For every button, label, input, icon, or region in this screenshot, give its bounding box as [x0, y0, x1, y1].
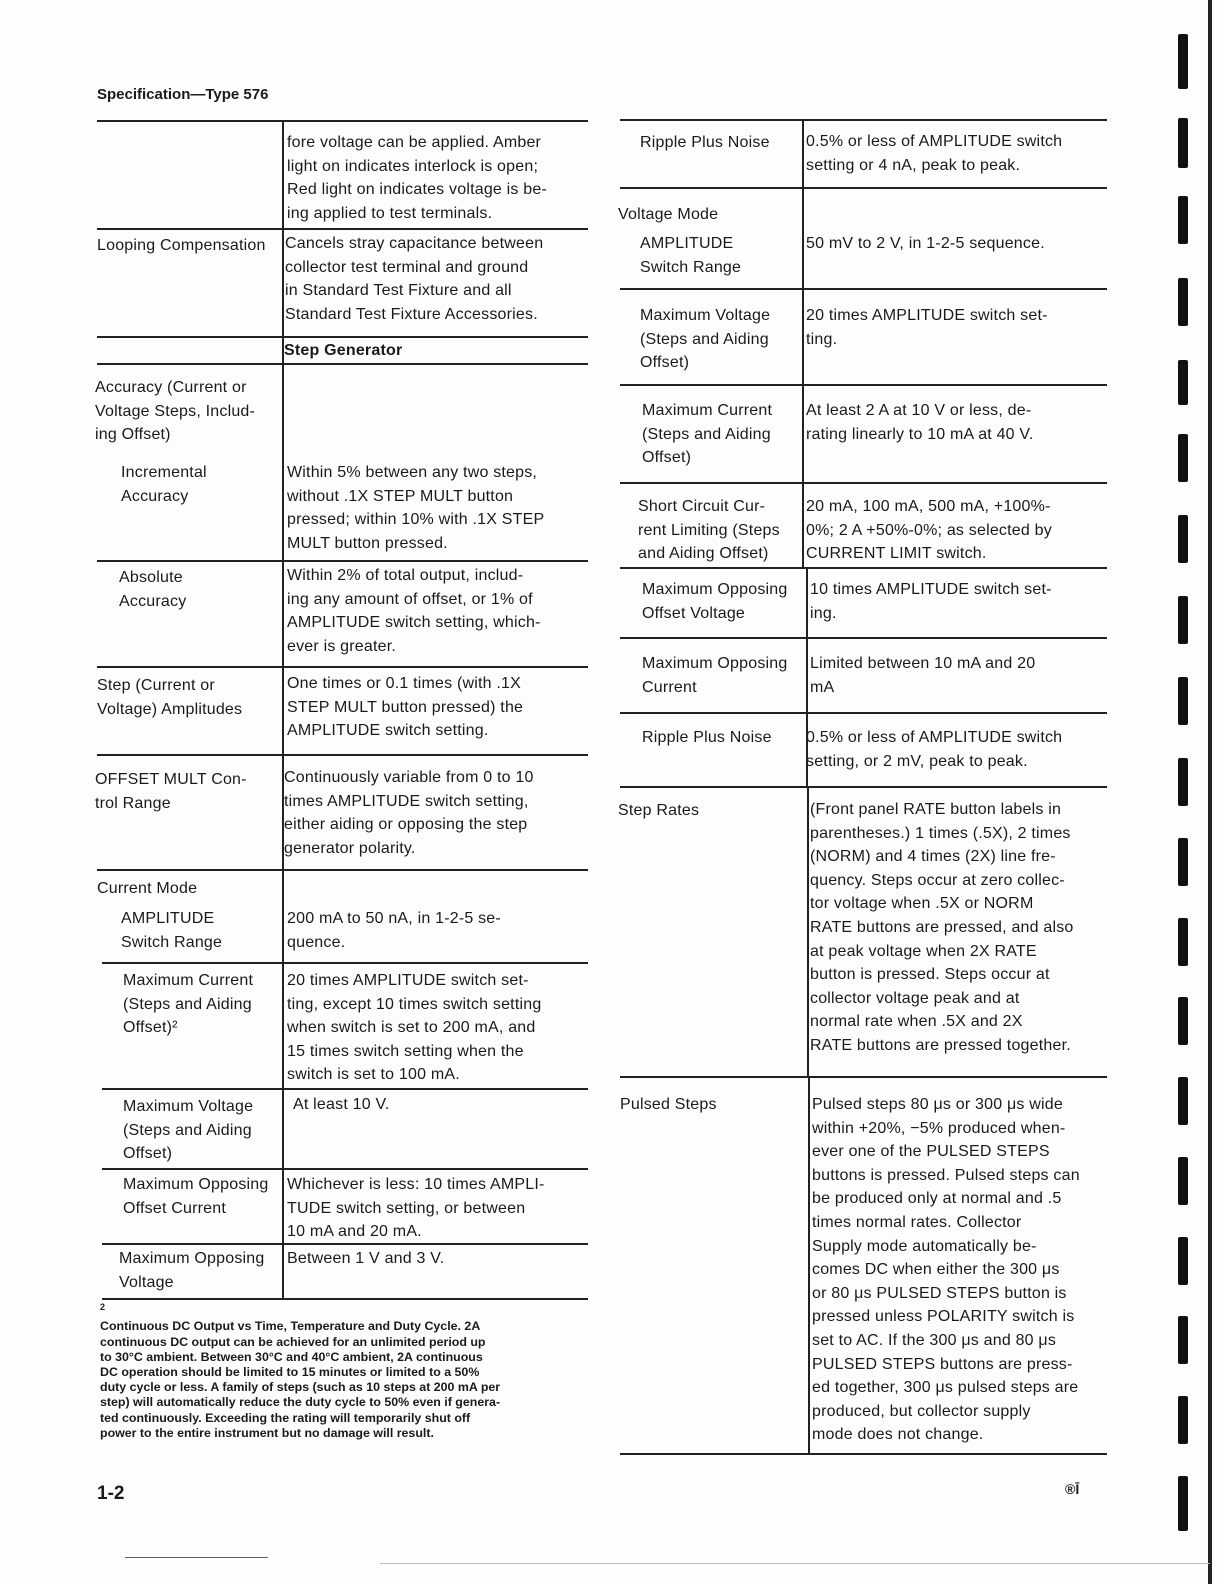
table-row	[620, 786, 1107, 1076]
text-line: be produced only at normal and .5	[812, 1190, 1062, 1208]
text-line: 0%; 2 A +50%-0%; as selected by	[806, 521, 1052, 539]
table-row	[102, 1088, 588, 1168]
binding-mark	[1178, 677, 1188, 725]
text-line: Supply mode automatically be-	[812, 1237, 1037, 1255]
text-line: One times or 0.1 times (with .1X	[287, 675, 522, 692]
max-opp-current-text	[810, 652, 1035, 699]
text-line: At least 2 A at 10 V or less, de-	[806, 402, 1032, 419]
ripple1-text	[806, 130, 1062, 177]
short-circuit-label	[638, 495, 780, 566]
binding-mark	[1178, 1316, 1188, 1364]
text-line: Switch Range	[640, 258, 742, 276]
text-line: ed together, 300 μs pulsed steps are	[812, 1379, 1079, 1397]
text-line: Pulsed steps 80 μs or 300 μs wide	[812, 1096, 1063, 1113]
text-line: trol Range	[95, 794, 171, 812]
text-line: produced, but collector supply	[812, 1402, 1031, 1420]
text-line: 10 mA and 20 mA.	[287, 1223, 422, 1241]
section-title: Step Generator	[284, 342, 403, 359]
table-row	[97, 560, 588, 666]
text-line: TUDE switch setting, or between	[287, 1199, 526, 1217]
text-line: Incremental	[121, 464, 207, 481]
text-line: Accuracy (Current or	[95, 379, 247, 396]
footnote-marker: 2	[100, 1302, 106, 1312]
section-row	[97, 336, 588, 363]
binding-mark	[1178, 1396, 1188, 1444]
text-line: 20 mA, 100 mA, 500 mA, +100%-	[806, 498, 1051, 515]
max-opp-voltage-text	[287, 1247, 444, 1271]
ripple2-label: Ripple Plus Noise	[642, 729, 772, 746]
text-line: button is pressed. Steps occur at	[810, 966, 1050, 984]
text-line: 10 times AMPLITUDE switch set-	[810, 581, 1052, 598]
text-line: Maximum Current	[642, 402, 773, 419]
left-spec-table	[97, 120, 588, 1300]
table-row	[97, 869, 588, 962]
voltage-mode-label: Voltage Mode	[618, 206, 719, 223]
text-line: ing Offset)	[95, 426, 171, 444]
text-line: STEP MULT button pressed) the	[287, 698, 524, 716]
text-line: AMPLITUDE	[121, 910, 215, 927]
cont-text	[287, 131, 547, 225]
table-row	[620, 482, 1107, 567]
text-line: continuous DC output can be achieved for an unlimited period up	[100, 1334, 486, 1349]
text-line: buttons is pressed. Pulsed steps can	[812, 1166, 1080, 1184]
text-line: ever is greater.	[287, 637, 397, 655]
offset-text	[284, 766, 534, 860]
text-line: setting, or 2 mV, peak to peak.	[806, 752, 1028, 770]
table-row	[97, 666, 588, 754]
table-row	[620, 567, 1107, 637]
v-amp-range-text	[806, 232, 1045, 256]
table-row	[620, 1076, 1107, 1455]
text-line: ting.	[806, 330, 838, 348]
short-circuit-text	[806, 495, 1052, 566]
text-line: rating linearly to 10 mA at 40 V.	[806, 425, 1034, 443]
text-line: mode does not change.	[812, 1426, 984, 1444]
max-opp-offset-current-text	[287, 1173, 545, 1244]
binding-mark	[1178, 997, 1188, 1045]
text-line: (Steps and Aiding	[123, 995, 252, 1013]
text-line: AMPLITUDE switch setting.	[287, 722, 489, 740]
text-line: or 80 μs PULSED STEPS button is	[812, 1284, 1067, 1302]
text-line: ing any amount of offset, or 1% of	[287, 590, 533, 608]
offset-label	[95, 768, 247, 815]
current-mode-label: Current Mode	[97, 880, 198, 897]
looping-label: Looping Compensation	[97, 237, 266, 254]
binding-mark	[1178, 758, 1188, 806]
text-line: at peak voltage when 2X RATE	[810, 942, 1037, 960]
accuracy-label	[95, 376, 255, 447]
text-line: normal rate when .5X and 2X	[810, 1013, 1023, 1031]
incremental-text	[287, 461, 544, 555]
text-line: Voltage Steps, Includ-	[95, 402, 256, 420]
binding-mark	[1178, 838, 1188, 886]
max-opp-offset-voltage-text	[810, 578, 1052, 625]
text-line: Switch Range	[121, 933, 223, 951]
text-line: Standard Test Fixture Accessories.	[285, 305, 538, 323]
amp-range-label	[121, 907, 222, 954]
page-edge-line	[1208, 0, 1212, 1584]
text-line: without .1X STEP MULT button	[287, 487, 514, 505]
text-line: either aiding or opposing the step	[284, 816, 528, 834]
text-line: in Standard Test Fixture and all	[285, 282, 512, 300]
max-opp-current-label	[642, 652, 787, 699]
text-line: Voltage) Amplitudes	[97, 700, 243, 718]
text-line: times normal rates. Collector	[812, 1213, 1022, 1231]
step-text	[287, 672, 523, 743]
ripple1-label: Ripple Plus Noise	[640, 134, 770, 151]
max-current-label	[123, 969, 253, 1040]
text-line: 15 times switch setting when the	[287, 1042, 524, 1060]
absolute-text	[287, 564, 541, 658]
text-line: Within 2% of total output, includ-	[287, 567, 524, 584]
binding-mark	[1178, 596, 1188, 644]
binding-mark	[1178, 278, 1188, 326]
text-line: Maximum Current	[123, 972, 254, 989]
text-line: Whichever is less: 10 times AMPLI-	[287, 1176, 545, 1193]
text-line: light on indicates interlock is open;	[287, 157, 539, 175]
text-line: Step (Current or	[97, 677, 215, 694]
text-line: Current	[642, 678, 697, 696]
table-row	[620, 712, 1107, 786]
text-line: Accuracy	[119, 592, 187, 610]
binding-mark	[1178, 34, 1188, 89]
text-line: power to the entire instrument but no damage will result.	[100, 1425, 434, 1440]
text-line: AMPLITUDE	[640, 235, 734, 252]
text-line: and Aiding Offset)	[638, 545, 769, 563]
text-line: ing.	[810, 604, 837, 622]
text-line: At least 10 V.	[293, 1096, 390, 1113]
text-line: when switch is set to 200 mA, and	[287, 1019, 536, 1037]
v-max-current-label	[642, 399, 772, 470]
text-line: Cancels stray capacitance between	[285, 235, 544, 252]
binding-mark	[1178, 918, 1188, 966]
max-opp-offset-current-label	[123, 1173, 268, 1220]
v-max-voltage-text	[806, 304, 1048, 351]
text-line: 20 times AMPLITUDE switch set-	[806, 307, 1048, 324]
scan-artifact-line	[380, 1563, 1210, 1564]
text-line: Short Circuit Cur-	[638, 498, 766, 515]
incremental-label	[121, 461, 207, 508]
text-line: parentheses.) 1 times (.5X), 2 times	[810, 824, 1071, 842]
text-line: PULSED STEPS buttons are press-	[812, 1355, 1073, 1373]
text-line: Offset)	[640, 354, 690, 372]
text-line: ing applied to test terminals.	[287, 204, 493, 222]
text-line: rent Limiting (Steps	[638, 521, 780, 539]
table-row	[97, 228, 588, 336]
max-opp-offset-voltage-label	[642, 578, 787, 625]
text-line: 20 times AMPLITUDE switch set-	[287, 972, 529, 989]
tektronix-logo: ®Ī	[1065, 1481, 1080, 1497]
v-max-current-text	[806, 399, 1033, 446]
binding-mark	[1178, 1077, 1188, 1125]
text-line: MULT button pressed.	[287, 534, 448, 552]
text-line: Maximum Opposing	[642, 655, 788, 672]
text-line: collector test terminal and ground	[285, 258, 529, 276]
text-line: Offset)	[123, 1145, 173, 1163]
table-row	[97, 120, 588, 228]
text-line: DC operation should be limited to 15 minutes or limited to a 50%	[100, 1364, 480, 1379]
table-row	[620, 119, 1107, 187]
text-line: (Front panel RATE button labels in	[810, 801, 1062, 818]
table-row	[102, 1168, 588, 1243]
step-rates-label: Step Rates	[618, 802, 700, 819]
step-rates-text	[810, 798, 1074, 1058]
text-line: Continuously variable from 0 to 10	[284, 769, 534, 786]
binding-mark	[1178, 118, 1188, 168]
text-line: Maximum Voltage	[640, 307, 771, 324]
text-line: Offset Voltage	[642, 604, 746, 622]
text-line: Maximum Voltage	[123, 1098, 254, 1115]
text-line: pressed unless POLARITY switch is	[812, 1308, 1075, 1326]
table-row	[620, 384, 1107, 482]
max-voltage-text	[293, 1093, 390, 1117]
text-line: (Steps and Aiding	[123, 1121, 252, 1139]
text-line: within +20%, −5% produced when-	[812, 1119, 1066, 1137]
text-line: times AMPLITUDE switch setting,	[284, 792, 529, 810]
page-header-title: Specification—Type 576	[97, 86, 269, 103]
page-number: 1-2	[97, 1483, 125, 1504]
table-row	[620, 288, 1107, 384]
text-line: 50 mV to 2 V, in 1-2-5 sequence.	[806, 235, 1045, 252]
footnote-text	[100, 1319, 578, 1441]
text-line: step) will automatically reduce the duty cycle to 50% even if genera-	[100, 1395, 501, 1410]
text-line: quence.	[287, 933, 346, 951]
text-line: RATE buttons are pressed together.	[810, 1036, 1071, 1054]
text-line: Continuous DC Output vs Time, Temperature and Duty Cycle. 2A	[100, 1319, 481, 1334]
amp-range-text	[287, 907, 501, 954]
text-line: to 30°C ambient. Between 30°C and 40°C ambient, 2A continuous	[100, 1349, 483, 1364]
text-line: Absolute	[119, 569, 183, 586]
step-label	[97, 674, 242, 721]
table-row	[97, 363, 588, 560]
ripple2-text	[806, 726, 1062, 773]
scan-artifact-line	[125, 1557, 268, 1558]
max-opp-voltage-label	[119, 1247, 264, 1294]
text-line: 200 mA to 50 nA, in 1-2-5 se-	[287, 910, 501, 927]
v-max-voltage-label	[640, 304, 770, 375]
text-line: setting or 4 nA, peak to peak.	[806, 156, 1021, 174]
text-line: Limited between 10 mA and 20	[810, 655, 1036, 672]
binding-mark	[1178, 1476, 1188, 1531]
text-line: (Steps and Aiding	[642, 425, 771, 443]
text-line: ever one of the PULSED STEPS	[812, 1143, 1050, 1161]
text-line: fore voltage can be applied. Amber	[287, 134, 542, 151]
text-line: 0.5% or less of AMPLITUDE switch	[806, 133, 1063, 150]
text-line: Maximum Opposing	[123, 1176, 269, 1193]
table-row	[102, 962, 588, 1088]
text-line: Offset Current	[123, 1199, 226, 1217]
text-line: pressed; within 10% with .1X STEP	[287, 511, 545, 529]
max-current-text	[287, 969, 541, 1087]
text-line: CURRENT LIMIT switch.	[806, 545, 987, 563]
text-line: OFFSET MULT Con-	[95, 771, 247, 788]
absolute-label	[119, 566, 186, 613]
text-line: Red light on indicates voltage is be-	[287, 181, 547, 199]
text-line: generator polarity.	[284, 839, 416, 857]
text-line: Offset)	[642, 449, 692, 467]
text-line: duty cycle or less. A family of steps (such as 10 steps at 200 mA per	[100, 1380, 501, 1395]
binding-mark	[1178, 1237, 1188, 1285]
text-line: (NORM) and 4 times (2X) line fre-	[810, 848, 1056, 866]
text-line: Voltage	[119, 1273, 174, 1291]
footnote	[100, 1300, 578, 1441]
binding-mark	[1178, 515, 1188, 563]
text-line: ting, except 10 times switch setting	[287, 995, 542, 1013]
text-line: mA	[810, 678, 835, 696]
binding-mark	[1178, 196, 1188, 244]
text-line: (Steps and Aiding	[640, 330, 769, 348]
text-line: comes DC when either the 300 μs	[812, 1261, 1060, 1279]
text-line: Maximum Opposing	[119, 1250, 265, 1267]
binding-mark	[1178, 360, 1188, 405]
text-line: Between 1 V and 3 V.	[287, 1250, 445, 1267]
text-line: ted continuously. Exceeding the rating will temporarily shut off	[100, 1410, 471, 1425]
text-line: 0.5% or less of AMPLITUDE switch	[806, 729, 1063, 746]
binding-mark	[1178, 1157, 1188, 1205]
text-line: quency. Steps occur at zero collec-	[810, 871, 1065, 889]
right-spec-table	[620, 119, 1107, 1455]
text-line: set to AC. If the 300 μs and 80 μs	[812, 1331, 1057, 1349]
text-line: switch is set to 100 mA.	[287, 1066, 460, 1084]
binding-mark	[1178, 434, 1188, 482]
table-row	[97, 754, 588, 869]
text-line: Accuracy	[121, 487, 189, 505]
looping-text	[285, 232, 543, 326]
table-row	[620, 637, 1107, 712]
text-line: AMPLITUDE switch setting, which-	[287, 614, 541, 632]
text-line: tor voltage when .5X or NORM	[810, 895, 1034, 913]
max-voltage-label	[123, 1095, 253, 1166]
table-row	[620, 187, 1107, 288]
text-line: Maximum Opposing	[642, 581, 788, 598]
text-line: Offset)²	[123, 1019, 178, 1037]
v-amp-range-label	[640, 232, 741, 279]
text-line: RATE buttons are pressed, and also	[810, 918, 1074, 936]
pulsed-label: Pulsed Steps	[620, 1096, 717, 1113]
text-line: Within 5% between any two steps,	[287, 464, 538, 481]
table-row	[102, 1243, 588, 1300]
text-line: collector voltage peak and at	[810, 989, 1020, 1007]
pulsed-text	[812, 1093, 1080, 1447]
